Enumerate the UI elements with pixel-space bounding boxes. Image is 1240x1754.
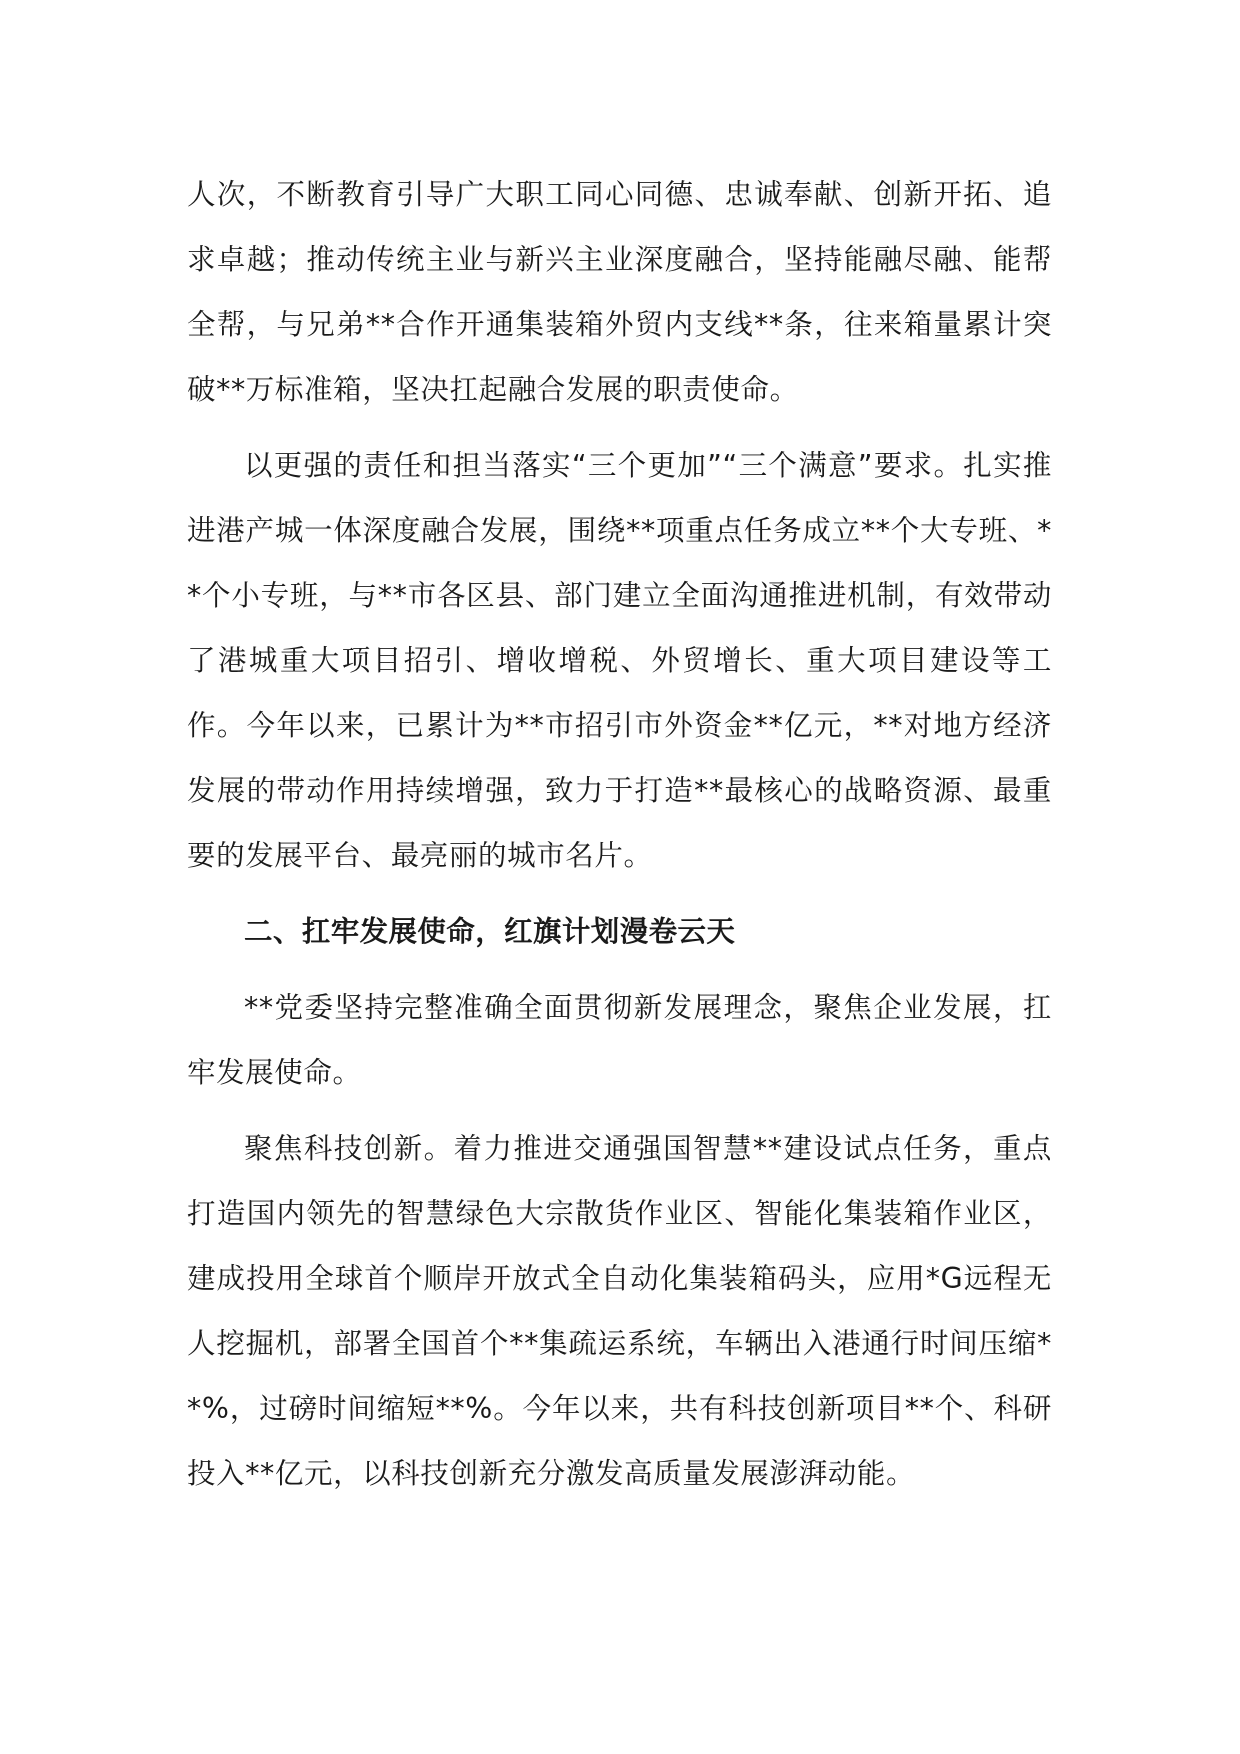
document-body xyxy=(187,162,1052,1517)
paragraph-tech-innovation: 聚焦科技创新。着力推进交通强国智慧**建设试点任务，重点打造国内领先的智慧绿色大宗散货作业区、智能化集装箱作业区，建成投用全球首个顺岸开放式全自动化集装箱码头，应用*G远程无人挖掘机，部署全国首个**集疏运系统，车辆出入港通行时间压缩**%，过磅时间缩短**%。今年以来，共有科技创新项目**个、科研投入**亿元，以科技创新充分激发高质量发展澎湃动能。 xyxy=(187,1132,1052,1490)
paragraph-party-committee: **党委坚持完整准确全面贯彻新发展理念，聚焦企业发展，扛牢发展使命。 xyxy=(187,991,1052,1089)
paragraph-continuation: 人次，不断教育引导广大职工同心同德、忠诚奉献、创新开拓、追求卓越；推动传统主业与新兴主业深度融合，坚持能融尽融、能帮全帮，与兄弟**合作开通集装箱外贸内支线**条，往来箱量累计突破**万标准箱，坚决扛起融合发展的职责使命。 xyxy=(187,178,1052,406)
section-heading-2: 二、扛牢发展使命，红旗计划漫卷云天 xyxy=(244,915,736,948)
paragraph-three-more-requirements: 以更强的责任和担当落实“三个更加”“三个满意”要求。扎实推进港产城一体深度融合发展，围绕**项重点任务成立**个大专班、**个小专班，与**市各区县、部门建立全面沟通推进机制，有效带动了港城重大项目招引、增收增税、外贸增长、重大项目建设等工作。今年以来，已累计为**市招引市外资金**亿元，**对地方经济发展的带动作用持续增强，致力于打造**最核心的战略资源、最重要的发展平台、最亮丽的城市名片。 xyxy=(187,449,1052,872)
